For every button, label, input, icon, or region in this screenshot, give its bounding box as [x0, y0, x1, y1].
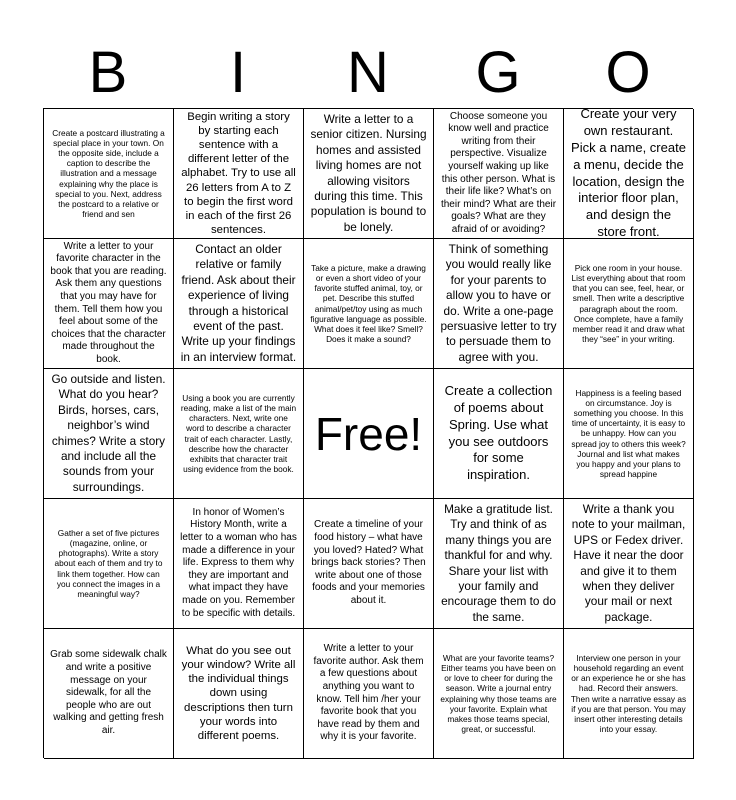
- cell-text: Go outside and listen. What do you hear? Birds, horses, cars, neighbor’s wind chimes? Write a story and include all the sounds from your surroundings.: [51, 371, 166, 494]
- bingo-cell-r5-c1[interactable]: [44, 629, 174, 759]
- cell-text: In honor of Women’s History Month, write a letter to a woman who has made a difference in your life. Express to them why they are important and what impact they have made on you. Remember to be specific with details.: [180, 506, 297, 619]
- header-letter-i: I: [229, 40, 247, 105]
- bingo-board: [43, 108, 693, 758]
- bingo-cell-r5-c2[interactable]: [174, 629, 304, 759]
- cell-text: What are your favorite teams? Either teams you have been on or love to cheer for during the season. Write a journal entry explaining why those teams are your favorite. Explain what makes those teams special, great, or successful.: [440, 652, 557, 735]
- bingo-cell-r2-c1[interactable]: [44, 239, 174, 369]
- bingo-cell-r4-c3[interactable]: [304, 499, 434, 629]
- bingo-cell-free[interactable]: [304, 369, 434, 499]
- cell-text: What do you see out your window? Write all the individual things down using descriptions then turn your words into different poems.: [181, 644, 296, 742]
- cell-text: Think of something you would really like for your parents to allow you to have or do. Write a one-page persuasive letter to try to persuade them to agree with you.: [440, 241, 557, 364]
- bingo-cell-r3-c1[interactable]: [44, 369, 174, 499]
- cell-text: Write a letter to your favorite character in the book that you are reading. Ask them any questions that you may have for them. Tell them how you feel about some of the choices that the character made throughout the book.: [50, 240, 167, 365]
- bingo-cell-r4-c1[interactable]: [44, 499, 174, 629]
- cell-text: Create a timeline of your food history – what have you loved? Hated? What brings back stories? Then write about one of those foods and your memories about it.: [311, 519, 426, 606]
- cell-text: Happiness is a feeling based on circumstance. Joy is something you choose. In this time of uncertainty, it is easy to be unhappy. How can you spread joy to others this week? Journal and list what makes you happy and your plans to spread happine: [571, 387, 686, 480]
- cell-text: Choose someone you know well and practice writing from their perspective. Visualize yourself waking up like this other person. What is their life like? What’s on their mind? What are their goals? What are they afraid of or avoiding?: [440, 110, 557, 235]
- cell-text: Gather a set of five pictures (magazine, online, or photographs). Write a story about each of them and try to link them together. How can you connect the images in a meaningful way?: [54, 527, 163, 599]
- header-letter-n: N: [347, 40, 389, 105]
- header-letter-o: O: [605, 40, 651, 105]
- cell-text: Create your very own restaurant. Pick a name, create a menu, decide the location, design the interior floor plan, and design the store front.: [571, 109, 686, 239]
- cell-text: Write a letter to your favorite author. Ask them a few questions about anything you want to know. Tell him /her your favorite book that you have read by them and why it is your favorite.: [313, 643, 424, 743]
- header-letter-g: G: [475, 40, 521, 105]
- cell-text: Create a postcard illustrating a special place in your town. On the opposite side, include a caption to describe the illustration and a message explaining why the place is special to you. Next, address the postcard to a relative or friend and sen: [52, 127, 165, 220]
- bingo-cell-r5-c3[interactable]: [304, 629, 434, 759]
- cell-text: Write a thank you note to your mailman, UPS or Fedex driver. Have it near the door and give it to them when they deliver your mail or next package.: [571, 501, 686, 624]
- bingo-cell-r4-c2[interactable]: [174, 499, 304, 629]
- cell-text: Pick one room in your house. List everything about that room that you can see, feel, hear, or smell. Then write a descriptive paragraph about the room. Once complete, have a family member read it and draw what they “see” in your writing.: [571, 262, 686, 345]
- cell-text: Using a book you are currently reading, make a list of the main characters. Next, write one word to describe a character trait of each character. Lastly, describe how the character exhibits that character trait using evidence from the book.: [180, 392, 297, 475]
- bingo-cell-r4-c4[interactable]: [434, 499, 564, 629]
- cell-text: Write a letter to a senior citizen. Nursing homes and assisted living homes are not allowing visitors during this time. This population is bound to be lonely.: [310, 111, 427, 234]
- bingo-cell-r3-c5[interactable]: [564, 369, 694, 499]
- bingo-cell-r1-c3[interactable]: [304, 109, 434, 239]
- cell-text: Contact an older relative or family friend. Ask about their experience of living through a historical event of the past. Write up your findings in an interview format.: [180, 241, 297, 364]
- bingo-cell-r1-c2[interactable]: [174, 109, 304, 239]
- cell-text: Make a gratitude list. Try and think of as many things you are thankful for and why. Share your list with your family and encourage them to do the same.: [441, 501, 556, 624]
- bingo-cell-r2-c2[interactable]: [174, 239, 304, 369]
- free-space-label: Free!: [314, 407, 423, 460]
- bingo-cell-r5-c5[interactable]: [564, 629, 694, 759]
- bingo-cell-r1-c5[interactable]: [564, 109, 694, 239]
- bingo-cell-r2-c3[interactable]: [304, 239, 434, 369]
- bingo-cell-r2-c5[interactable]: [564, 239, 694, 369]
- bingo-header: [43, 40, 693, 106]
- bingo-cell-r1-c4[interactable]: [434, 109, 564, 239]
- bingo-cell-r1-c1[interactable]: [44, 109, 174, 239]
- bingo-cell-r3-c4[interactable]: [434, 369, 564, 499]
- bingo-cell-r4-c5[interactable]: [564, 499, 694, 629]
- bingo-cell-r5-c4[interactable]: [434, 629, 564, 759]
- cell-text: Take a picture, make a drawing or even a short video of your favorite stuffed animal, toy, or pet. Describe this stuffed animal/pet/toy using as much figurative language as possible. What does it feel like? Smell? Does it make a sound?: [310, 262, 427, 345]
- cell-text: Grab some sidewalk chalk and write a positive message on your sidewalk, for all the people who are out walking and getting fresh air.: [50, 649, 167, 736]
- header-letter-b: B: [88, 40, 128, 105]
- cell-text: Create a collection of poems about Spring. Use what you see outdoors for some inspiration.: [444, 383, 553, 483]
- cell-text: Begin writing a story by starting each sentence with a different letter of the alphabet. Try to use all 26 letters from A to Z to begin the first word in each of the first 26 sentences.: [181, 110, 296, 237]
- cell-text: Interview one person in your household regarding an event or an experience he or she has had. Record their answers. Then write a narrative essay as if you are that person. You may insert other interesting details into your essay.: [570, 652, 687, 735]
- bingo-cell-r3-c2[interactable]: [174, 369, 304, 499]
- bingo-cell-r2-c4[interactable]: [434, 239, 564, 369]
